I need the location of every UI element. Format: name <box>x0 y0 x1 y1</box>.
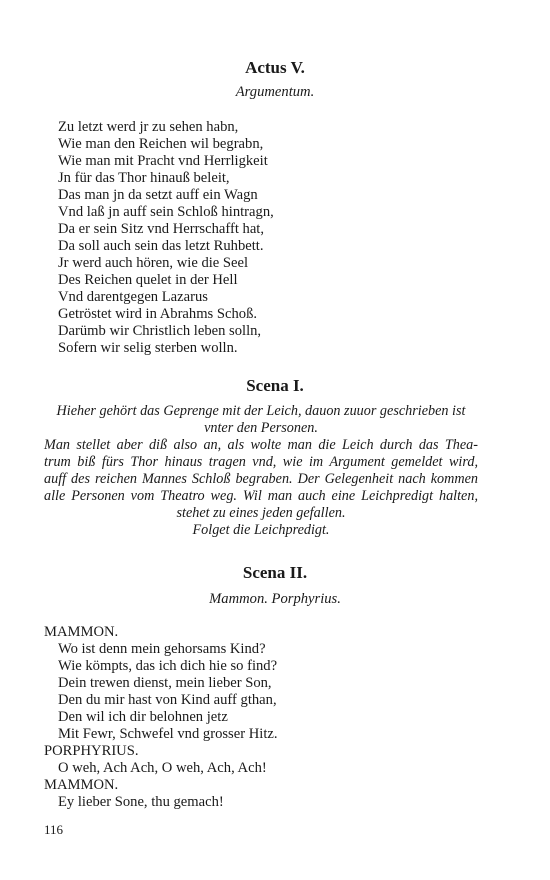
verse-line: Wie man den Reichen wil begrabn, <box>58 136 264 152</box>
verse-line: Da er sein Sitz vnd Herrschafft hat, <box>58 221 265 237</box>
stage-line: Folget die Leichpredigt. <box>192 522 330 538</box>
scene-2-title: Scena II. <box>242 563 308 582</box>
dialogue-line: Wie kömpts, das ich dich hie so find? <box>58 658 278 674</box>
verse-line: Getröstet wird in Abrahms Schoß. <box>58 306 258 322</box>
argument-verse <box>58 119 274 357</box>
speaker-name: MAMMON. <box>44 624 119 640</box>
verse-line: Jn für das Thor hinauß beleit, <box>58 170 230 186</box>
verse-line: Das man jn da setzt auff ein Wagn <box>58 187 258 203</box>
speaker-name: PORPHYRIUS. <box>44 743 139 759</box>
stage-line: stehet zu eines jeden gefallen. <box>176 505 346 521</box>
verse-line: Vnd darentgegen Lazarus <box>58 289 208 305</box>
dialogue-line: Mit Fewr, Schwefel vnd grosser Hitz. <box>58 726 278 742</box>
verse-line: Des Reichen quelet in der Hell <box>58 272 238 288</box>
stage-line: vnter den Personen. <box>204 420 318 436</box>
verse-line: Sofern wir selig sterben wolln. <box>58 340 238 356</box>
stage-line: trum biß fürs Thor hinaus tragen vnd, wie im Argument gemeldet wird, <box>44 454 478 470</box>
scene-1-stage-directions <box>44 403 478 539</box>
verse-line: Darümb wir Christlich leben solln, <box>58 323 262 339</box>
verse-line: Da soll auch sein das letzt Ruhbett. <box>58 238 264 254</box>
dialogue-line: Dein trewen dienst, mein lieber Son, <box>58 675 272 691</box>
scene-2-dialogue <box>44 624 278 811</box>
dialogue-line: Wo ist denn mein gehorsams Kind? <box>58 641 266 657</box>
verse-line: Vnd laß jn auff sein Schloß hintragn, <box>58 204 274 220</box>
stage-line: alle Personen vom Theatro weg. Wil man auch eine Leichpredigt halten, <box>44 488 478 504</box>
verse-line: Jr werd auch hören, wie die Seel <box>58 255 249 271</box>
stage-line: Hieher gehört das Geprenge mit der Leich, dauon zuuor geschrieben ist <box>56 403 466 419</box>
stage-line: Man stellet aber diß also an, als wolte man die Leich durch das Thea- <box>44 437 478 453</box>
verse-line: Wie man mit Pracht vnd Herrligkeit <box>58 153 268 169</box>
speaker-name: MAMMON. <box>44 777 119 793</box>
page-number: 116 <box>44 822 64 837</box>
act-subtitle: Argumentum. <box>235 84 315 100</box>
dialogue-line: Den du mir hast von Kind auff gthan, <box>58 692 277 708</box>
scene-2-subtitle: Mammon. Porphyrius. <box>209 591 341 607</box>
act-title: Actus V. <box>245 58 305 77</box>
dialogue-line: O weh, Ach Ach, O weh, Ach, Ach! <box>58 760 267 776</box>
scene-1-title: Scena I. <box>246 376 304 395</box>
dialogue-line: Den wil ich dir belohnen jetz <box>58 709 228 725</box>
dialogue-line: Ey lieber Sone, thu gemach! <box>58 794 224 810</box>
stage-line: auff des reichen Mannes Schloß begraben. Der Gelegenheit nach kommen <box>44 471 478 487</box>
verse-line: Zu letzt werd jr zu sehen habn, <box>58 119 239 135</box>
